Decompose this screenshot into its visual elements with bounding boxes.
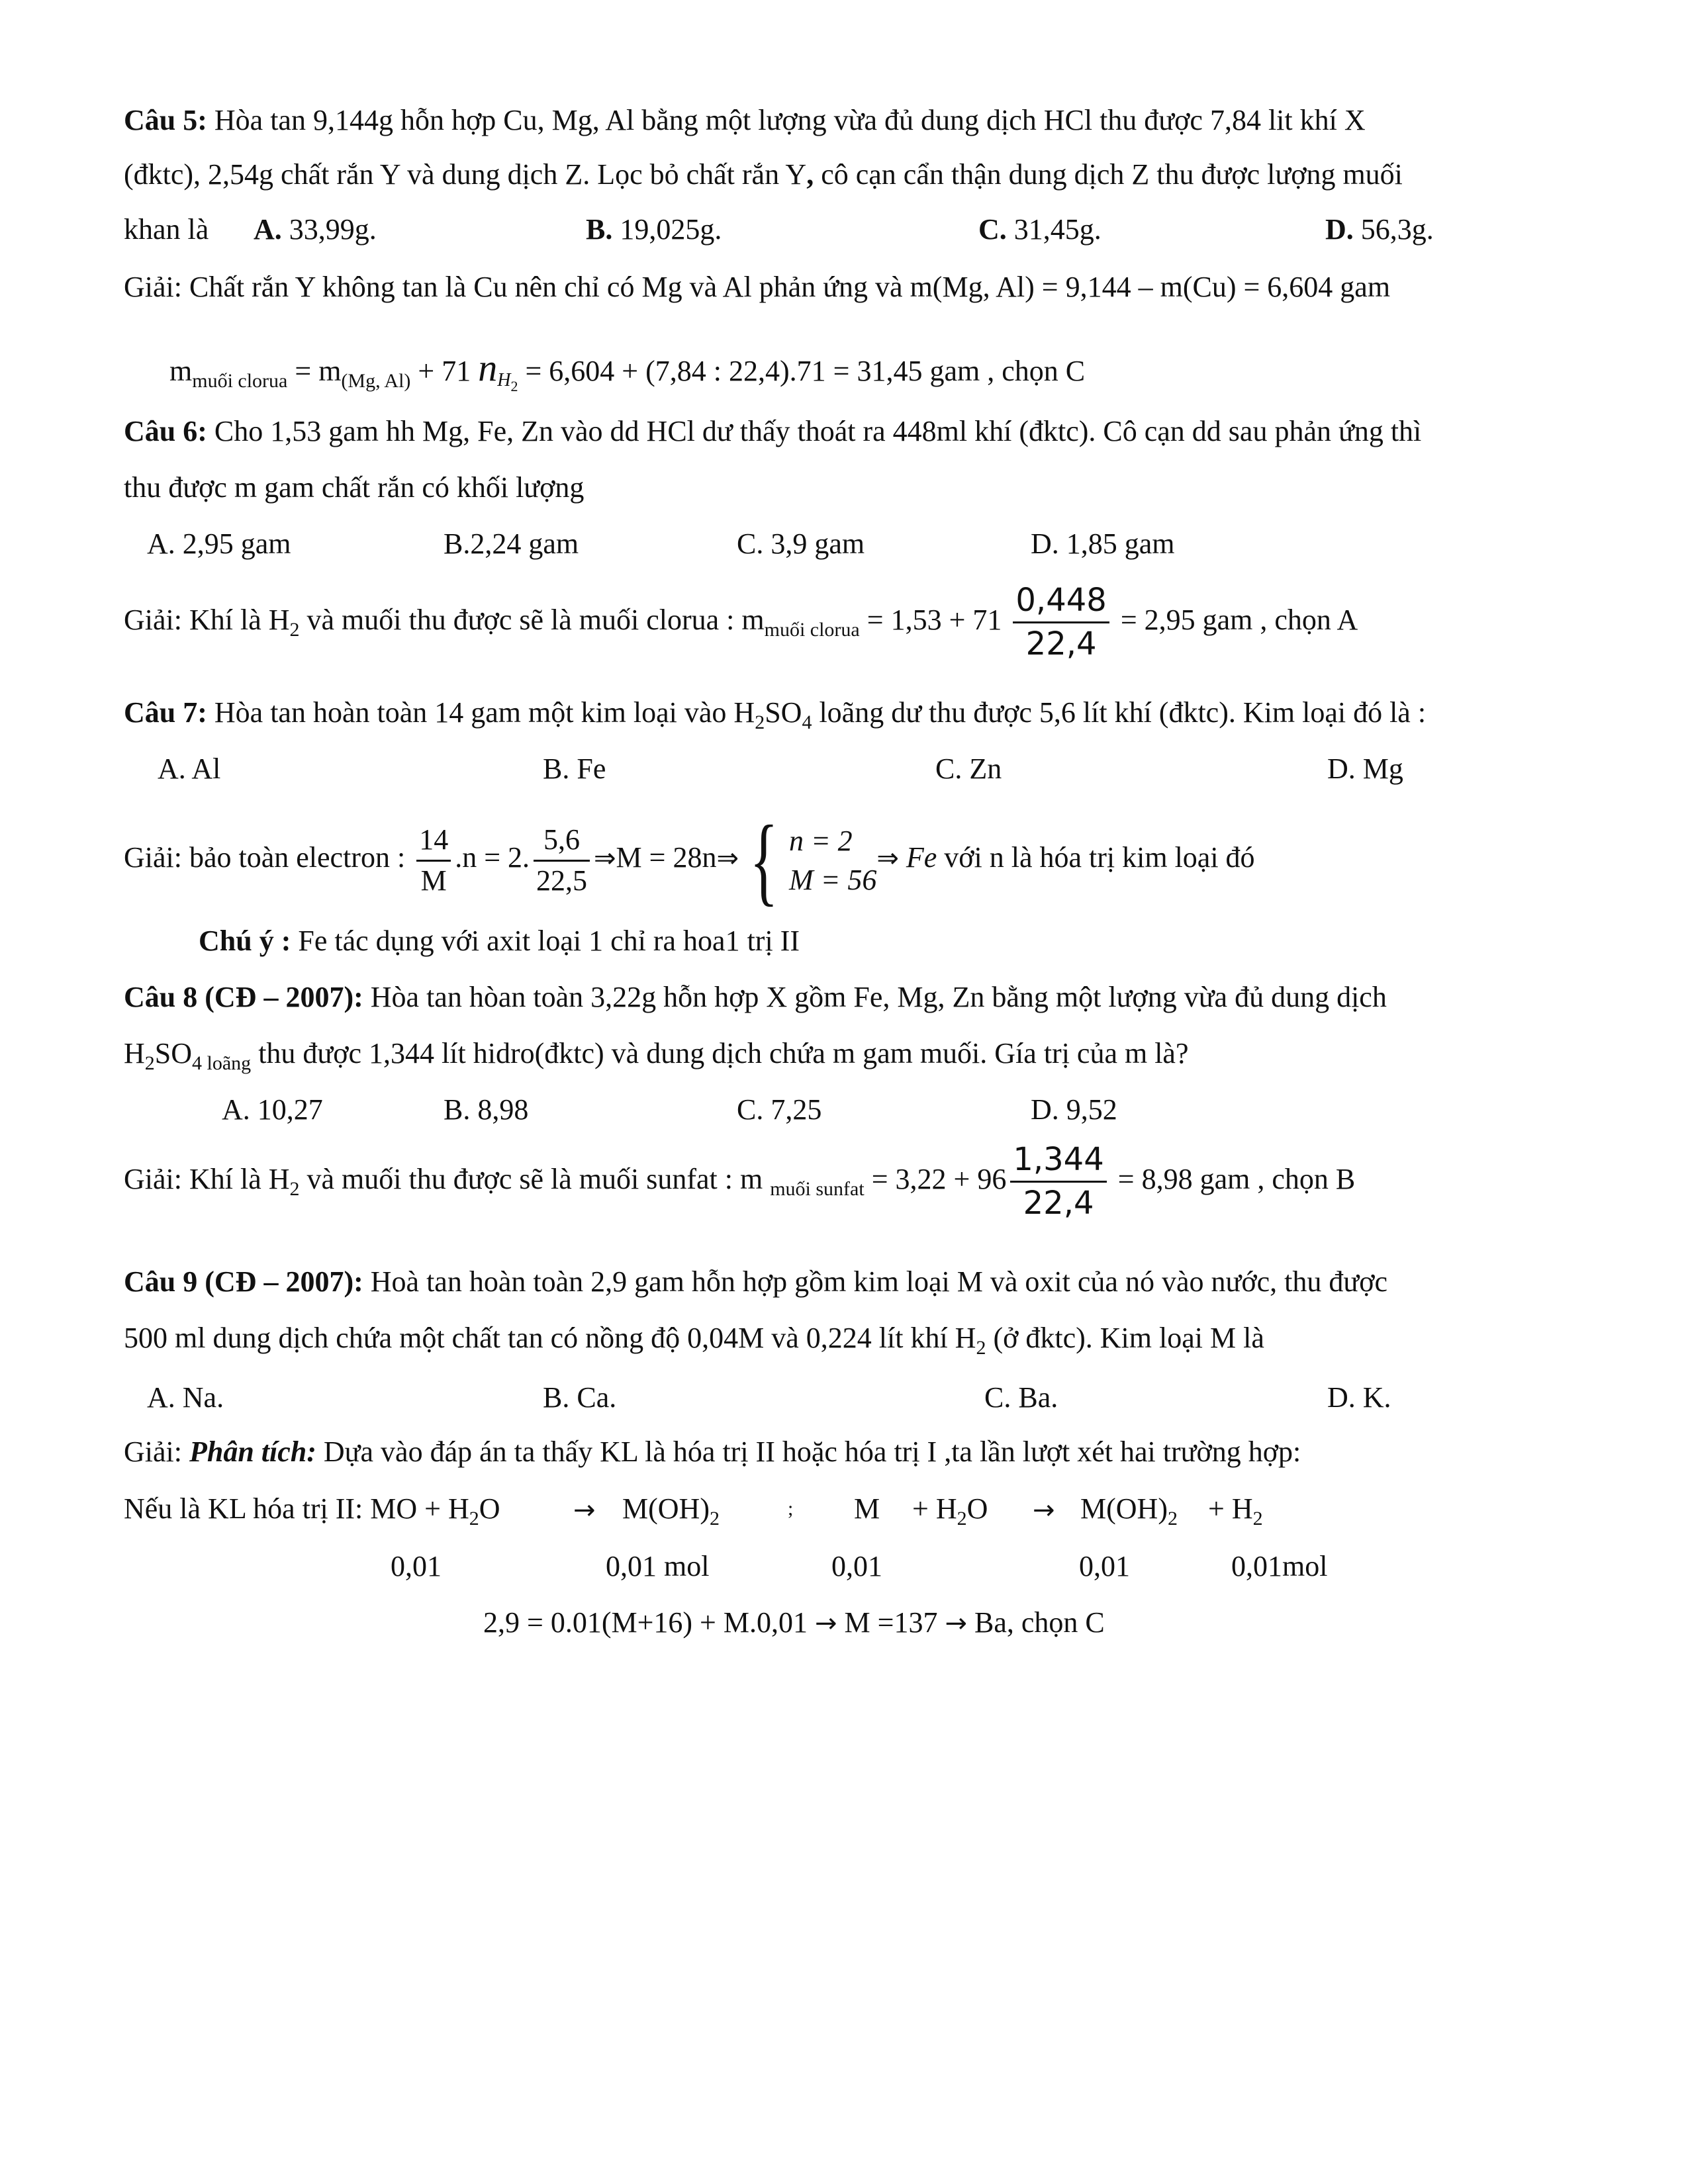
q9-product-1: $M(OH)_2$ bbox=[622, 1492, 720, 1529]
q5-option-a: A. 33,99g. bbox=[254, 213, 377, 246]
q7-option-a: A. Al bbox=[158, 752, 221, 785]
n-symbol: n bbox=[478, 346, 498, 389]
q7-solution: Giải: bảo toàn electron : $\frac{14}{M}$ .n = 2. $\frac{5,6}{22,5}$ ⇒M = 28n⇒ { n = 2 M = 56 ⇒ Fe với n là hóa trị kim loại đó bbox=[124, 805, 1255, 915]
q8-fraction: $\frac{1,344}{22,4}$ bbox=[1010, 1142, 1106, 1222]
q5-line3 bbox=[124, 215, 209, 244]
q9-reactant-water: + $H_2O$ bbox=[912, 1492, 988, 1529]
q9-separator: ; bbox=[788, 1498, 794, 1520]
q7-option-b: B. Fe bbox=[543, 752, 606, 785]
q9-product-2: $M(OH)_2$ bbox=[1080, 1492, 1178, 1529]
implies-icon: ⇒ bbox=[594, 843, 616, 874]
q9-product-h2: + $H_2$ bbox=[1208, 1492, 1263, 1529]
q5-text2-end: cô cạn cẩn thận dung dịch Z thu được lượng muối bbox=[814, 158, 1403, 191]
q6-fraction: $\frac{0,448}{22,4}$ bbox=[1013, 582, 1109, 662]
q5-option-d: D. 56,3g. bbox=[1325, 213, 1434, 246]
q5-line2 bbox=[124, 160, 1403, 189]
q6-line2: thu được m gam chất rắn có khối lượng bbox=[124, 471, 585, 504]
q6-option-d: D. 1,85 gam bbox=[1031, 527, 1175, 560]
implies-icon: ⇒ bbox=[716, 843, 739, 874]
q9-final: 2,9 = 0.01(M+16) + M.0,01 → M =137 → Ba, chọn C bbox=[483, 1606, 1105, 1639]
q7-option-d: D. Mg bbox=[1327, 752, 1403, 785]
q9-option-a: A. Na. bbox=[147, 1381, 224, 1414]
q9-mol-4: 0,01 bbox=[1079, 1550, 1130, 1582]
q6-solution: Giải: Khí là $H_2$ và muối thu được sẽ là muối clorua : $m_{muối clorua} = 1,53 + 71$ $\frac{0,448}{22,4}$ = 2,95 gam , chọn A bbox=[124, 582, 1358, 663]
arrow-icon: → bbox=[1033, 1495, 1055, 1525]
q9-option-c: C. Ba. bbox=[984, 1381, 1058, 1414]
q8-option-b: B. 8,98 bbox=[444, 1093, 529, 1126]
q8-label: Câu 8 (CĐ – 2007): bbox=[124, 981, 363, 1013]
q9-mol-1: 0,01 bbox=[391, 1550, 442, 1582]
q5-solution-line2: $m_{muối clorua} = m_{(Mg, Al)} + 71$ $n_{H2} = 6,604 + (7,84$ : 22,4).71 = 31,45 gam , chọn C bbox=[169, 346, 1086, 394]
q7-system: n = 2 M = 56 bbox=[788, 824, 877, 896]
q9-reactant-m: M bbox=[854, 1492, 880, 1525]
q9-mol-2: 0,01 mol bbox=[606, 1550, 710, 1582]
arrow-icon: → bbox=[815, 1608, 837, 1639]
q5-option-b: B. 19,025g. bbox=[586, 213, 722, 246]
q5-line1 bbox=[124, 106, 1366, 135]
q5-text3: khan là bbox=[124, 213, 209, 246]
q5-solution-line1: Giải: Chất rắn Y không tan là Cu nên chỉ có Mg và Al phản ứng và m(Mg, Al) = 9,144 – m(Cu) = 6,604 gam bbox=[124, 271, 1391, 303]
q5-text1: Hòa tan 9,144g hỗn hợp Cu, Mg, Al bằng một lượng vừa đủ dung dịch HCl thu được 7,84 lit khí X bbox=[207, 104, 1366, 136]
q9-line2: 500 ml dung dịch chứa một chất tan có nồng độ 0,04M và 0,224 lít khí $H_2$ (ở đktc). Kim loại M là bbox=[124, 1322, 1264, 1359]
q9-line1: Câu 9 (CĐ – 2007): Hoà tan hoàn toàn 2,9 gam hỗn hợp gồm kim loại M và oxit của nó vào nước, thu được bbox=[124, 1265, 1387, 1298]
q9-equation-line: Nếu là KL hóa trị II: MO + $H_2O$ bbox=[124, 1492, 500, 1529]
q8-option-a: A. 10,27 bbox=[222, 1093, 323, 1126]
arrow-icon: → bbox=[945, 1608, 967, 1639]
arrow-icon: → bbox=[573, 1495, 596, 1525]
q5-label: Câu 5: bbox=[124, 104, 207, 136]
q7-fraction-1: $\frac{14}{M}$ bbox=[416, 823, 451, 897]
q8-line1: Câu 8 (CĐ – 2007): Hòa tan hòan toàn 3,22g hỗn hợp X gồm Fe, Mg, Zn bằng một lượng vừa đủ dung dịch bbox=[124, 981, 1387, 1013]
q6-option-a: A. 2,95 gam bbox=[147, 527, 291, 560]
q8-option-c: C. 7,25 bbox=[737, 1093, 822, 1126]
q9-solution-line1: Giải: Phân tích: Dựa vào đáp án ta thấy KL là hóa trị II hoặc hóa trị I ,ta lần lượt xét hai trường hợp: bbox=[124, 1435, 1301, 1468]
system-brace: { bbox=[749, 805, 778, 915]
q8-line2: $H_2SO_{4 loãng}$ thu được 1,344 lít hidro(đktc) và dung dịch chứa m gam muối. Gía trị của m là? bbox=[124, 1037, 1189, 1074]
q9-label: Câu 9 (CĐ – 2007): bbox=[124, 1265, 363, 1298]
q7-option-c: C. Zn bbox=[935, 752, 1002, 785]
q6-option-b: B.2,24 gam bbox=[444, 527, 579, 560]
q6-label: Câu 6: bbox=[124, 415, 207, 447]
q9-mol-5: 0,01mol bbox=[1231, 1550, 1328, 1582]
implies-icon: ⇒ bbox=[876, 843, 899, 874]
q7-note: Chú ý : Fe tác dụng với axit loại 1 chỉ ra hoa1 trị II bbox=[199, 925, 800, 957]
q9-option-b: B. Ca. bbox=[543, 1381, 617, 1414]
q6-option-c: C. 3,9 gam bbox=[737, 527, 865, 560]
q7-fraction-2: $\frac{5,6}{22,5}$ bbox=[534, 823, 590, 897]
q8-option-d: D. 9,52 bbox=[1031, 1093, 1117, 1126]
q7-line1: Câu 7: Hòa tan hoàn toàn 14 gam một kim loại vào $H_2SO_4$ loãng dư thu được 5,6 lít khí (đktc). Kim loại đó là : bbox=[124, 696, 1427, 733]
q6-line1: Câu 6: Cho 1,53 gam hh Mg, Fe, Zn vào dd HCl dư thấy thoát ra 448ml khí (đktc). Cô cạn dd sau phản ứng thì bbox=[124, 415, 1422, 447]
q5-option-c: C. 31,45g. bbox=[978, 213, 1102, 246]
q5-text2-comma: , bbox=[806, 158, 814, 191]
q9-option-d: D. K. bbox=[1327, 1381, 1391, 1414]
q9-mol-3: 0,01 bbox=[831, 1550, 882, 1582]
q7-label: Câu 7: bbox=[124, 696, 207, 729]
q8-solution: Giải: Khí là $H_2$ và muối thu được sẽ là muối sunfat : m $_{muối sunfat}$ = 3,22 + 96 $\frac{1,344}{22,4}$ = 8,98 gam , chọn B bbox=[124, 1141, 1356, 1222]
q5-text2: (đktc), 2,54g chất rắn Y và dung dịch Z. Lọc bỏ chất rắn Y bbox=[124, 158, 807, 191]
